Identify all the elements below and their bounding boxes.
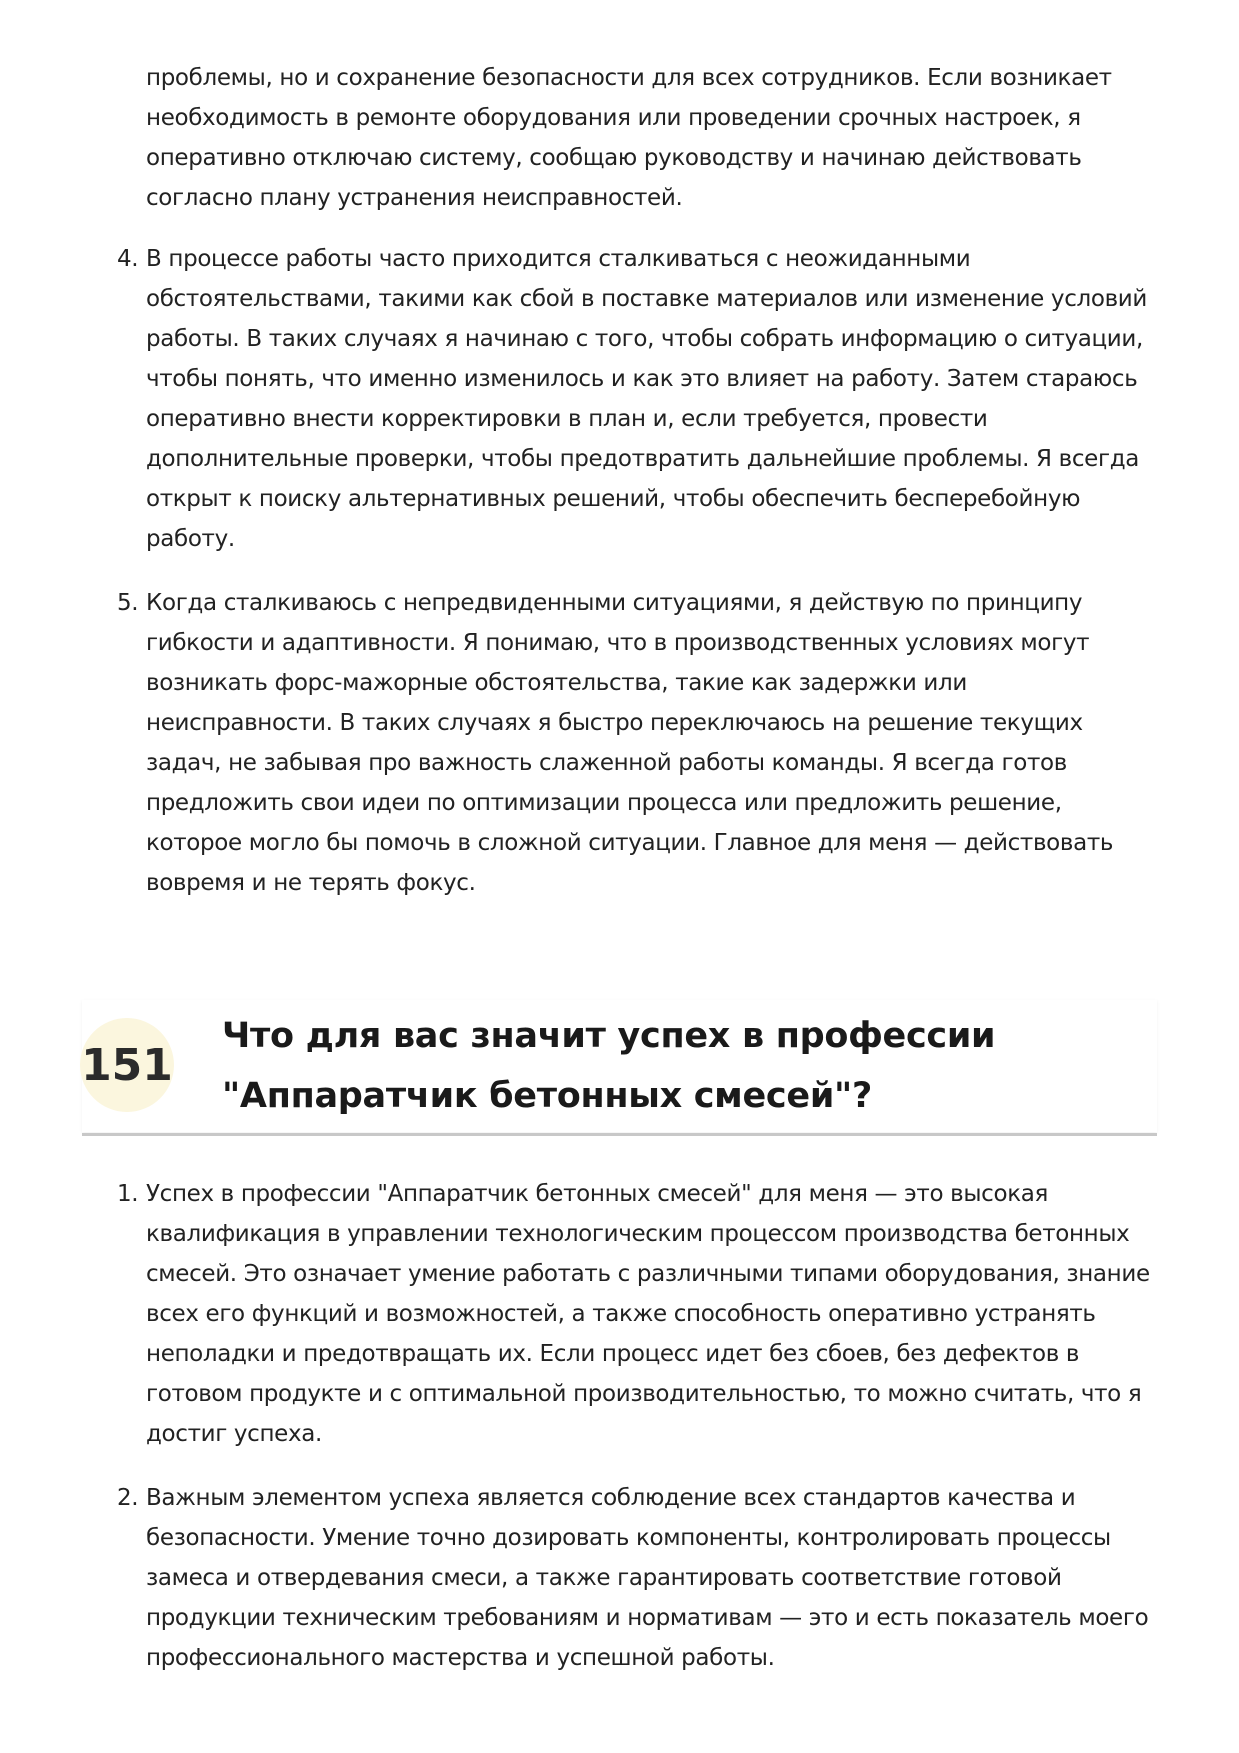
list-item-text: Успех в профессии "Аппаратчик бетонных смесей" для меня — это высокая квалификация в управлении технологическим процессом производства бетонных смесей. Это означает умение работать с различными типами оборудования, знание всех его функций и возможностей, а также способность оперативно устранять неполадки и предотвращать их. Если процесс идет без сбоев, без дефектов в готовом продукте и с оптимальной производительностью, то можно считать, что я достиг успеха.	[146, 1181, 1150, 1447]
list-item-number: 5.	[117, 590, 139, 616]
list-item	[117, 1478, 1156, 1678]
answer-list-previous	[117, 58, 1156, 903]
list-item	[117, 239, 1156, 559]
list-item	[117, 1174, 1156, 1454]
list-item-text: проблемы, но и сохранение безопасности для всех сотрудников. Если возникает необходимость в ремонте оборудования или проведении срочных настроек, я оперативно отключаю систему, сообщаю руководству и начинаю действовать согласно плану устранения неисправностей.	[146, 65, 1112, 211]
list-item	[117, 583, 1156, 903]
list-item-number: 4.	[117, 246, 139, 272]
list-item-text: Когда сталкиваюсь с непредвиденными ситуациями, я действую по принципу гибкости и адаптивности. Я понимаю, что в производственных условиях могут возникать форс-мажорные обстоятельства, такие как задержки или неисправности. В таких случаях я быстро переключаюсь на решение текущих задач, не забывая про важность слаженной работы команды. Я всегда готов предложить свои идеи по оптимизации процесса или предложить решение, которое могло бы помочь в сложной ситуации. Главное для меня — действовать вовремя и не терять фокус.	[146, 590, 1114, 896]
list-item-continuation	[146, 58, 1156, 218]
list-item-text: В процессе работы часто приходится сталкиваться с неожиданными обстоятельствами, такими как сбой в поставке материалов или изменение условий работы. В таких случаях я начинаю с того, чтобы собрать информацию о ситуации, чтобы понять, что именно изменилось и как это влияет на работу. Затем стараюсь оперативно внести корректировки в план и, если требуется, провести дополнительные проверки, чтобы предотвратить дальнейшие проблемы. Я всегда открыт к поиску альтернативных решений, чтобы обеспечить бесперебойную работу.	[146, 246, 1147, 552]
question-title: Что для вас значит успех в профессии "Аппаратчик бетонных смесей"?	[222, 1016, 996, 1116]
question-number-badge: 151	[80, 1018, 174, 1112]
list-item-text: Важным элементом успеха является соблюдение всех стандартов качества и безопасности. Умение точно дозировать компоненты, контролировать процессы замеса и отвердевания смеси, а также гарантировать соответствие готовой продукции техническим требованиям и нормативам — это и есть показатель моего профессионального мастерства и успешной работы.	[146, 1485, 1149, 1671]
list-item-number: 2.	[117, 1485, 139, 1511]
answer-list	[117, 1174, 1156, 1678]
question-divider	[82, 1133, 1157, 1136]
list-item-number: 1.	[117, 1181, 139, 1207]
